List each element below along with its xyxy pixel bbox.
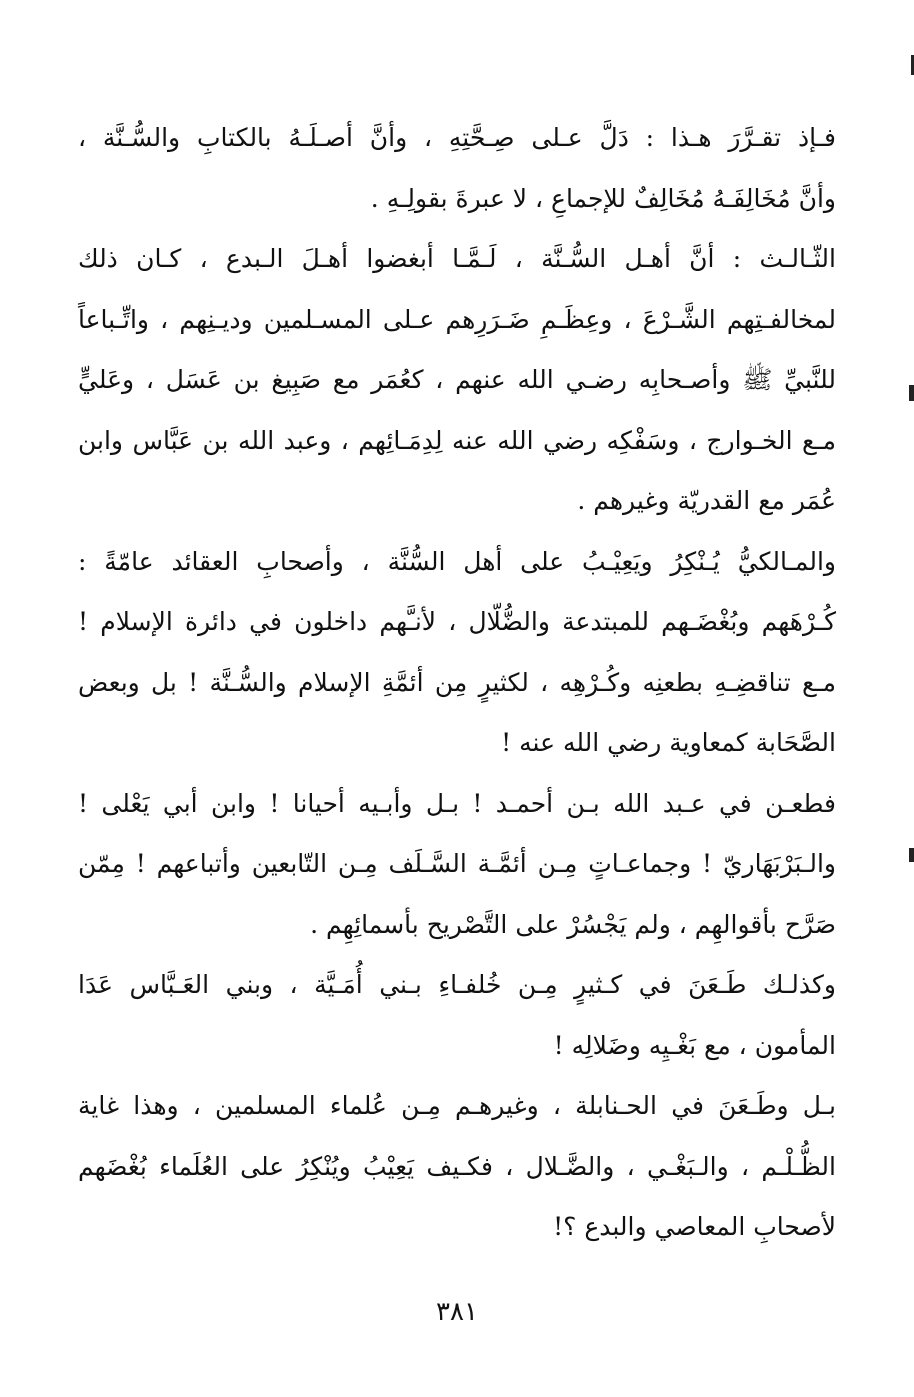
text-line: لأصحابِ المعاصي والبدع ؟! [553,1212,836,1241]
text-line: بـل وطَـعَنَ في الحـنابلة ، وغيرهـم مِـن عُلماء المسلمين ، وهذا غاية [78,1091,836,1120]
text-line: عُمَر مع القدريّة وغيرهم . [577,486,836,515]
text-line: الظُّـلْـم ، والـبَغْـي ، والضَّـلال ، فكـيف يَعِيْبُ ويُنْكِرُ على العُلَماء بُغْضَهم [78,1151,836,1181]
text-line: مـع تناقضِـهِ بطعنِه وكُـرْهِه ، لكثيرٍ مِن أئمَّةِ الإسلام والسُّـنَّة ! بل وبعض [78,667,836,697]
scan-edge-mark [909,848,914,862]
text-line: والـبَرْبَهَاريّ ! وجماعـاتٍ مِـن أئمَّـة السَّـلَف مِـن التّابعين وأتباعهم ! مِمّن [78,849,836,878]
text-line: فطعـن في عـبد الله بـن أحمـد ! بـل وأبـيه أحيانا ! وابن أبي يَعْلى ! [78,788,836,818]
page-number: ٣٨١ [436,1297,478,1327]
paragraph-1 [78,108,836,229]
text-line: والمـالكيُّ يُـنْكِرُ ويَعِيْـبُ على أهل السُّنَّة ، وأصحابِ العقائد عامّةً : [78,546,836,576]
text-line: الصَّحَابة كمعاوية رضي الله عنه ! [501,728,836,757]
paragraph-6 [78,1076,836,1258]
scan-edge-mark [909,385,914,401]
text-line: الثّـالـث : أنَّ أهـل السُّـنَّة ، لَـمَّـا أبغضوا أهـلَ الـبدع ، كـان ذلك [78,244,836,273]
paragraph-3 [78,532,836,774]
text-line: مـع الخـوارج ، وسَفْكِه رضي الله عنه لِدِمَـائِهم ، وعبد الله بن عَبَّاس وابن [78,425,836,455]
text-line: للنَّبيِّ ﷺ وأصـحابِه رضـي الله عنهم ، كعُمَر مع صَبِيغ بن عَسَل ، وعَليٍّ [78,365,836,394]
text-line: صَرَّح بأقوالهِم ، ولم يَجْسُرْ على التَّصْريح بأسمائِهِم . [310,909,836,939]
text-line: المأمون ، مع بَغْـيِه وضَلالِه ! [553,1030,836,1060]
text-line: كُـرْهَهم وبُغْضَـهم للمبتدعة والضُّلّال ، لأنـَّهم داخلون في دائرة الإسلام ! [78,607,836,636]
page-body [78,108,836,1258]
text-line: لمخالفـتِهم الشَّـرْعَ ، وعِظَـمِ ضَـرَرِهم عـلى المسـلمين وديـنِهم ، واتِّـباعاً [78,304,836,334]
paragraph-5 [78,955,836,1076]
text-line: وكذلـك طَـعَنَ في كـثيرٍ مِـن خُلفـاءِ بـني أُمَـيَّة ، وبني العَـبَّاس عَدَا [78,970,836,999]
text-line: وأنَّ مُخَالِفَـهُ مُخَالِفٌ للإجماعِ ، لا عبرةَ بقولِـهِ . [370,183,836,213]
paragraph-4 [78,774,836,956]
text-line: فـإذ تقـرَّرَ هـذا : دَلَّ عـلى صِـحَّتِهِ ، وأنَّ أصـلَـهُ بالكتابِ والسُّـنَّة ، [78,123,836,152]
paragraph-2 [78,229,836,532]
